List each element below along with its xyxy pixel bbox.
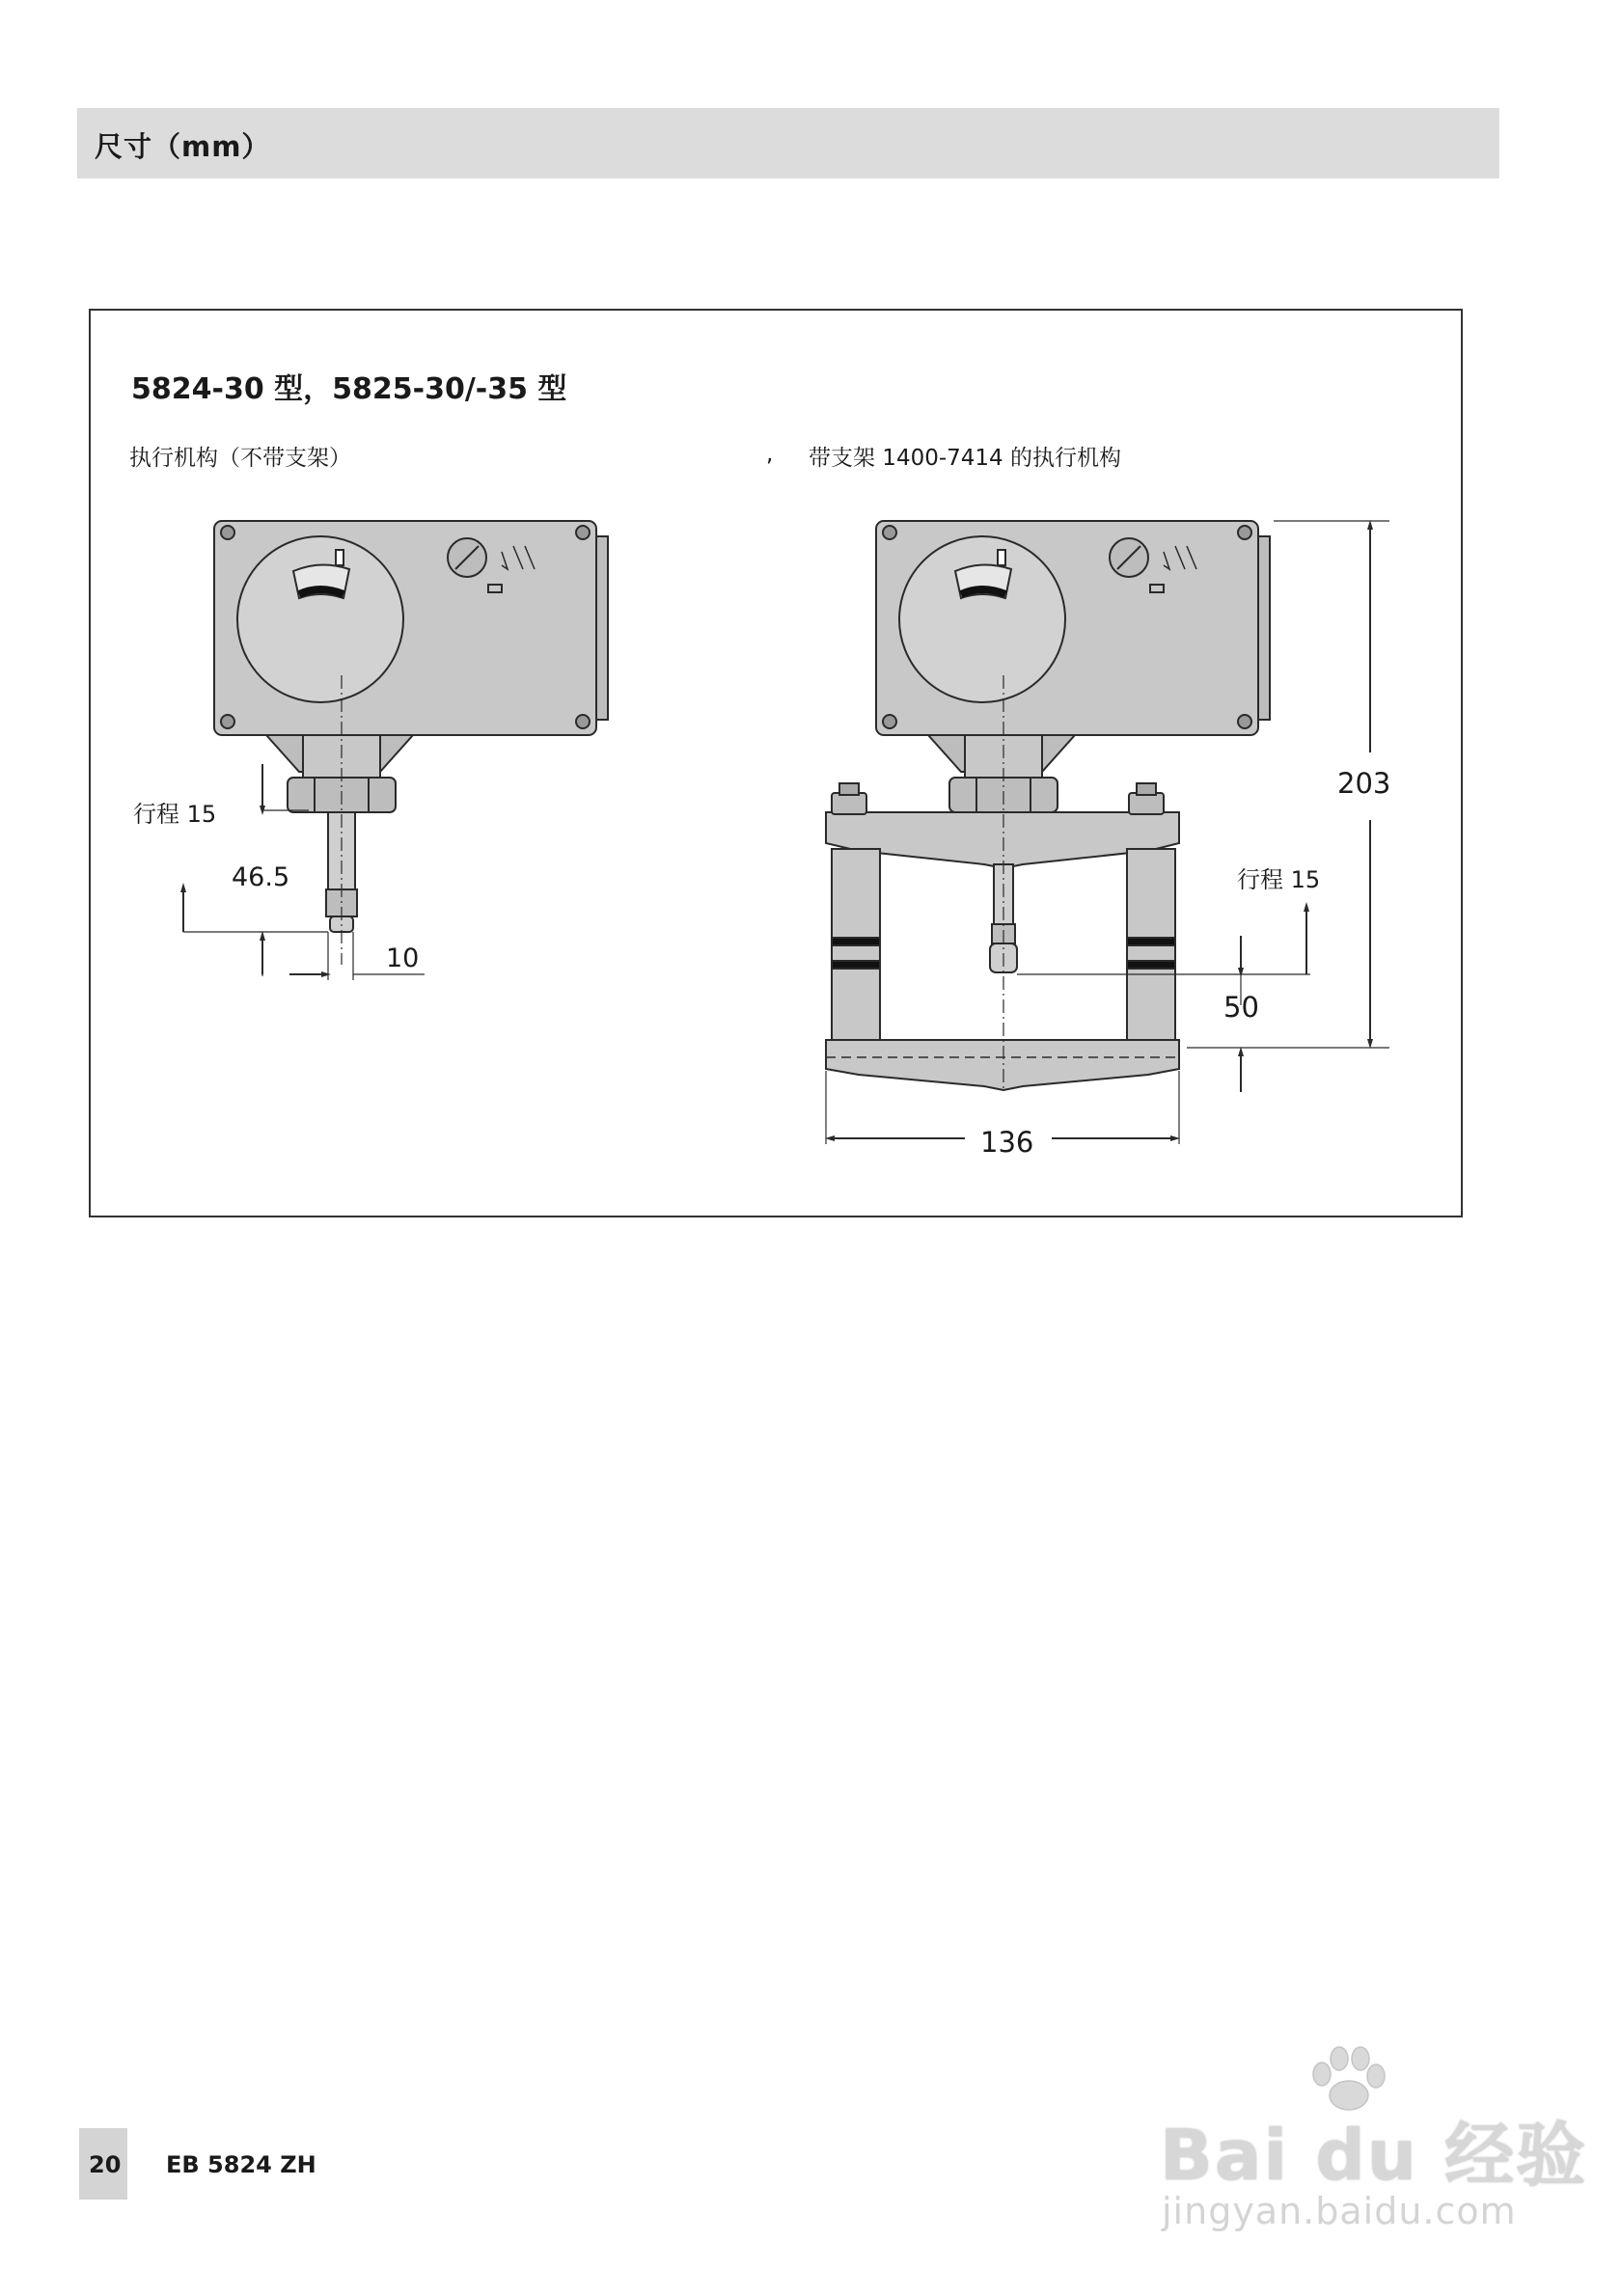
actuator-with-yoke <box>826 521 1389 1144</box>
figure-title: 5824-30 型，5825-30/-35 型 <box>131 372 567 406</box>
right-caption: 带支架 1400-7414 的执行机构 <box>809 446 1121 471</box>
right-dim-203: 203 <box>1337 767 1391 800</box>
right-dim-50: 50 <box>1223 991 1259 1024</box>
left-caption: 执行机构（不带支架） <box>129 446 351 471</box>
section-title: 尺寸（mm） <box>95 130 271 163</box>
page-number: 20 <box>89 2151 122 2178</box>
watermark-brand: Bai du 经验 <box>1160 2115 1588 2196</box>
document-code: EB 5824 ZH <box>166 2151 316 2178</box>
right-dim-136: 136 <box>980 1126 1034 1159</box>
left-dim-46-5: 46.5 <box>232 862 290 892</box>
right-stroke-label: 行程 15 <box>1237 866 1321 893</box>
watermark-url: jingyan.baidu.com <box>1162 2190 1517 2232</box>
right-caption-mark: , <box>766 442 774 467</box>
left-dim-10: 10 <box>386 943 420 973</box>
actuator-without-yoke <box>183 521 608 980</box>
left-stroke-label: 行程 15 <box>133 801 217 828</box>
